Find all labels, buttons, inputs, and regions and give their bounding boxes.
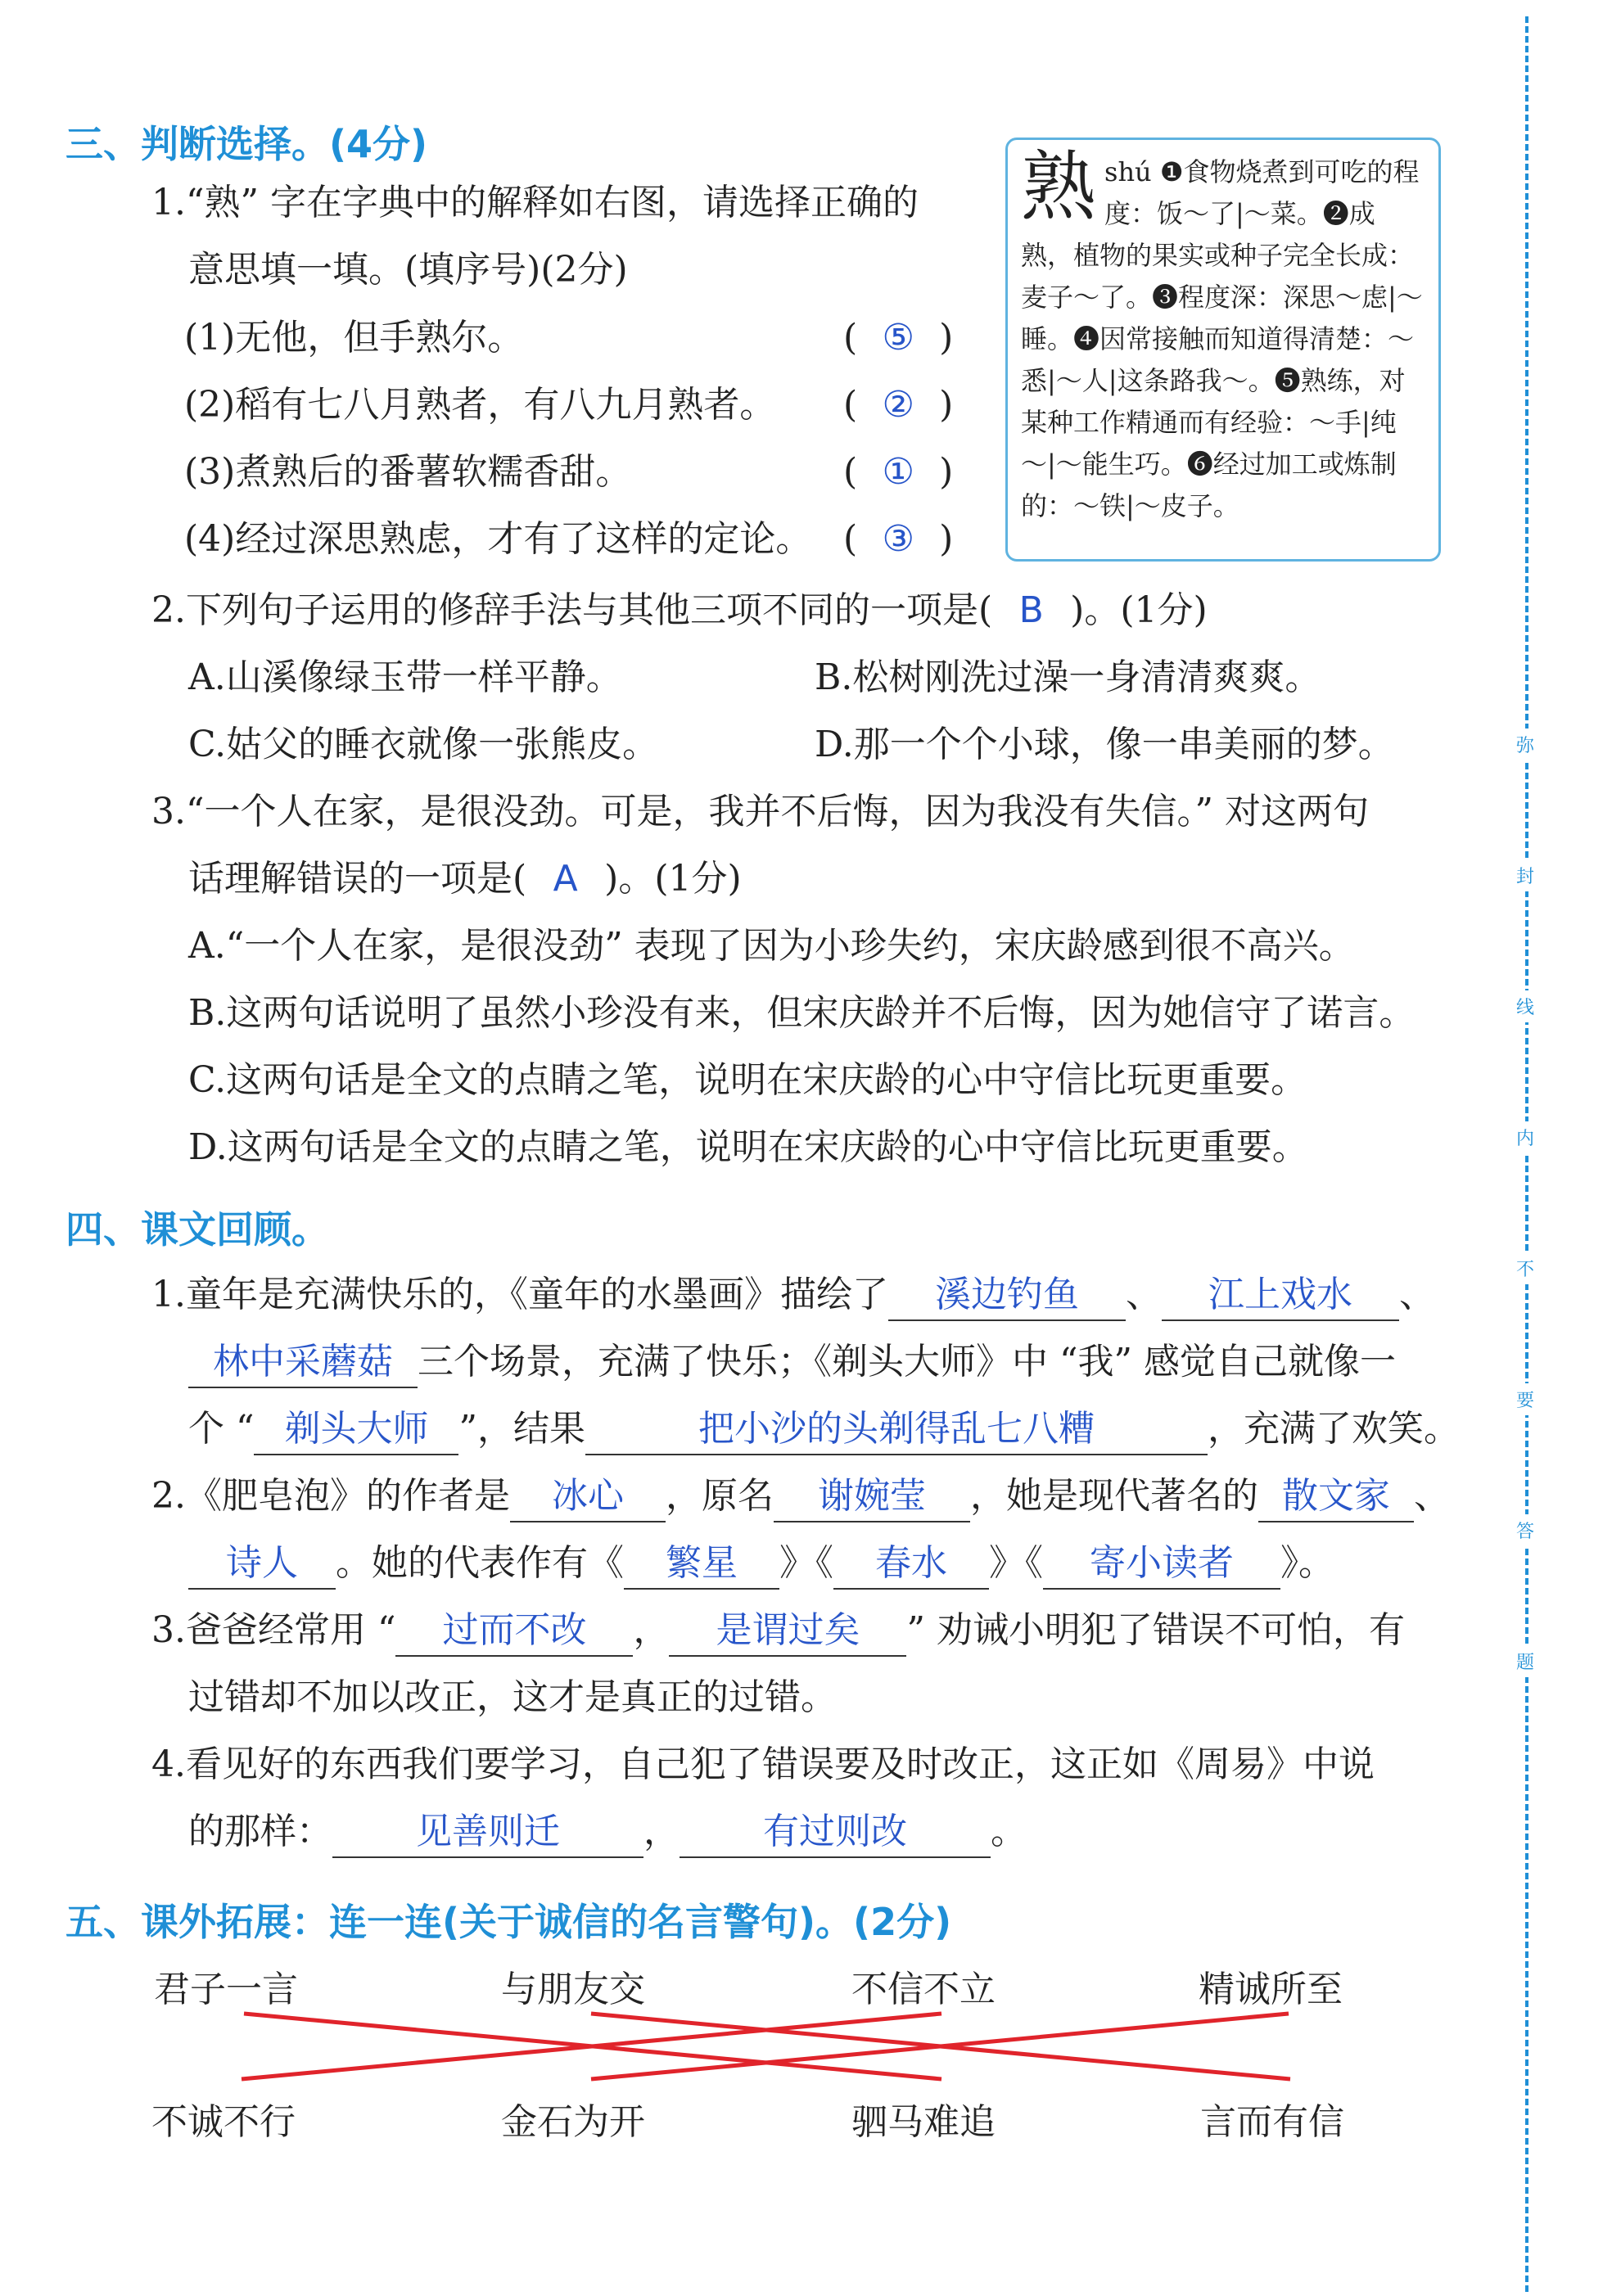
- s4-q4-stem: 的那样：: [188, 1811, 332, 1852]
- s4-q2-end: 》。: [1280, 1542, 1334, 1584]
- q3-score: )。(1分): [604, 858, 742, 900]
- spine-char: 弥: [1516, 728, 1534, 760]
- s4-q2-stem: 2.《肥皂泡》的作者是: [151, 1475, 510, 1517]
- s4-q2-blank6[interactable]: 春水: [833, 1539, 989, 1590]
- s4-q2-blank4[interactable]: 诗人: [188, 1539, 336, 1590]
- s4-q1-mid3: ”，结果: [458, 1408, 585, 1450]
- s4-q2-s2: 》《: [989, 1542, 1043, 1584]
- match-bottom-3[interactable]: 驷马难追: [851, 2101, 996, 2143]
- s4-q1-blank1[interactable]: 溪边钓鱼: [888, 1270, 1126, 1321]
- spine-char: 线: [1516, 990, 1534, 1022]
- q3-option-b: B.这两句话说明了虽然小珍没有来，但宋庆龄并不后悔，因为她信守了诺言。: [188, 992, 1416, 1034]
- match-top-2[interactable]: 与朋友交: [501, 1969, 645, 2010]
- q1-item-answer[interactable]: ③: [882, 518, 914, 560]
- q1-item-paren: ( ⑤ ): [843, 314, 953, 363]
- q3-option-a: A.“一个人在家，是很没劲” 表现了因为小珍失约，宋庆龄感到很不高兴。: [188, 925, 1355, 967]
- section5-heading: 五、课外拓展：连一连(关于诚信的名言警句)。(2分): [65, 1900, 952, 1944]
- s4-q1-blank3[interactable]: 林中采蘑菇: [188, 1337, 418, 1388]
- s4-q1-blank4[interactable]: 剃头大师: [254, 1405, 458, 1455]
- s4-q1-mid: 三个场景，充满了快乐；《剃头大师》中 “我” 感觉自己就像一: [418, 1341, 1396, 1383]
- match-top-3[interactable]: 不信不立: [851, 1969, 996, 2010]
- q2-score: )。(1分): [1070, 589, 1208, 631]
- dict-text: shú ❶食物烧煮到可吃的程度：饭～了|～菜。❷成熟，植物的果实或种子完全长成：麦子～了。❸程度深：深思～虑|～睡。❹因常接触而知道得清楚：～悉|～人|这条路我～。❺熟练，对某种工作精通而有经验：～手|纯～|～能生巧。❻经过加工或炼制的：～铁|～皮子。: [1021, 156, 1423, 521]
- q2-stem: 2.下列句子运用的修辞手法与其他三项不同的一项是(: [151, 589, 993, 631]
- s4-q1-blank5[interactable]: 把小沙的头剃得乱七八糟: [585, 1405, 1208, 1455]
- spine-char: 答: [1516, 1514, 1534, 1546]
- s4-q2-blank7[interactable]: 寄小读者: [1043, 1539, 1280, 1590]
- s4-q1-pre3: 个 “: [188, 1408, 255, 1450]
- s4-q1-stem: 1.童年是充满快乐的，《童年的水墨画》描绘了: [151, 1274, 888, 1315]
- q3-option-c: C.这两句话是全文的点睛之笔，说明在宋庆龄的心中守信比玩更重要。: [188, 1059, 1307, 1101]
- q3-option-d: D.这两句话是全文的点睛之笔，说明在宋庆龄的心中守信比玩更重要。: [188, 1126, 1308, 1168]
- s4-q2-mid2: ，她是现代著名的: [969, 1475, 1258, 1517]
- q2-option-a: A.山溪像绿玉带一样平静。: [188, 656, 622, 698]
- s4-q3-sep: ，: [633, 1609, 670, 1651]
- match-bottom-2[interactable]: 金石为开: [501, 2101, 645, 2143]
- q1-item-paren: ( ① ): [843, 448, 953, 497]
- section4-heading: 四、课文回顾。: [65, 1207, 329, 1252]
- s4-q3-blank1[interactable]: 过而不改: [395, 1606, 633, 1657]
- q3-line1: 3.“一个人在家，是很没劲。可是，我并不后悔，因为我没有失信。” 对这两句: [151, 791, 1369, 832]
- s4-q3-line2: 过错却不加以改正，这才是真正的过错。: [188, 1676, 837, 1718]
- q3-answer[interactable]: A: [553, 858, 578, 900]
- s4-q2-blank2[interactable]: 谢婉莹: [774, 1472, 970, 1522]
- q1-item-text: (3)煮熟后的番薯软糯香甜。: [184, 451, 632, 493]
- q1-line1: 1.“熟” 字在字典中的解释如右图，请选择正确的: [151, 182, 919, 223]
- s4-q2-s1: 》《: [779, 1542, 833, 1584]
- q1-item-text: (1)无他，但手熟尔。: [184, 317, 524, 359]
- q1-item-paren: ( ② ): [843, 381, 953, 430]
- s4-q3-post: ” 劝诫小明犯了错误不可怕，有: [906, 1609, 1405, 1651]
- dict-char: 熟: [1021, 143, 1097, 231]
- q2-option-c: C.姑父的睡衣就像一张熊皮。: [188, 724, 659, 765]
- match-bottom-1[interactable]: 不诚不行: [151, 2101, 296, 2143]
- s4-q1-blank2[interactable]: 江上戏水: [1162, 1270, 1399, 1321]
- q1-item-answer[interactable]: ⑤: [882, 317, 914, 359]
- section3-heading: 三、判断选择。(4分): [65, 122, 428, 166]
- q2-option-b: B.松树刚洗过澡一身清清爽爽。: [815, 656, 1321, 698]
- q1-item-answer[interactable]: ①: [882, 451, 914, 493]
- s4-q4-blank2[interactable]: 有过则改: [680, 1807, 991, 1858]
- match-top-4[interactable]: 精诚所至: [1199, 1969, 1343, 2010]
- q1-item-answer[interactable]: ②: [882, 384, 914, 426]
- s4-q2-sep: 、: [1413, 1475, 1450, 1517]
- spine-char: 封: [1516, 859, 1534, 891]
- s4-q3-stem: 3.爸爸经常用 “: [151, 1609, 396, 1651]
- q1-item-text: (4)经过深思熟虑，才有了这样的定论。: [184, 518, 812, 560]
- q1-item-text: (2)稻有七八月熟者，有八九月熟者。: [184, 384, 776, 426]
- q3-stem: 话理解错误的一项是(: [188, 858, 527, 900]
- spine-char: 不: [1516, 1252, 1534, 1284]
- s4-q4-sep: ，: [643, 1811, 680, 1852]
- s4-q1-sep2: 、: [1398, 1274, 1435, 1315]
- s4-q4-end: 。: [991, 1811, 1027, 1852]
- s4-q4-line1: 4.看见好的东西我们要学习，自己犯了错误要及时改正，这正如《周易》中说: [151, 1743, 1375, 1785]
- spine-char: 题: [1516, 1645, 1534, 1677]
- s4-q2-blank1[interactable]: 冰心: [510, 1472, 666, 1522]
- s4-q4-blank1[interactable]: 见善则迁: [332, 1807, 643, 1858]
- match-bottom-4[interactable]: 言而有信: [1200, 2101, 1344, 2143]
- q2-option-d: D.那一个个小球，像一串美丽的梦。: [815, 724, 1394, 765]
- s4-q3-blank2[interactable]: 是谓过矣: [669, 1606, 906, 1657]
- s4-q1-sep1: 、: [1125, 1274, 1162, 1315]
- s4-q2-blank5[interactable]: 繁星: [624, 1539, 779, 1590]
- q2-answer[interactable]: B: [1018, 589, 1044, 631]
- s4-q2-mid3: 。她的代表作有《: [336, 1542, 624, 1584]
- s4-q2-blank3[interactable]: 散文家: [1258, 1472, 1414, 1522]
- s4-q2-mid1: ，原名: [665, 1475, 774, 1517]
- match-top-1[interactable]: 君子一言: [154, 1969, 298, 2010]
- spine-char: 内: [1516, 1121, 1534, 1153]
- q1-item-paren: ( ③ ): [843, 515, 953, 564]
- spine-char: 要: [1516, 1383, 1534, 1415]
- s4-q1-post3: ，充满了欢笑。: [1207, 1408, 1460, 1450]
- q1-line2: 意思填一填。(填序号)(2分): [188, 249, 628, 291]
